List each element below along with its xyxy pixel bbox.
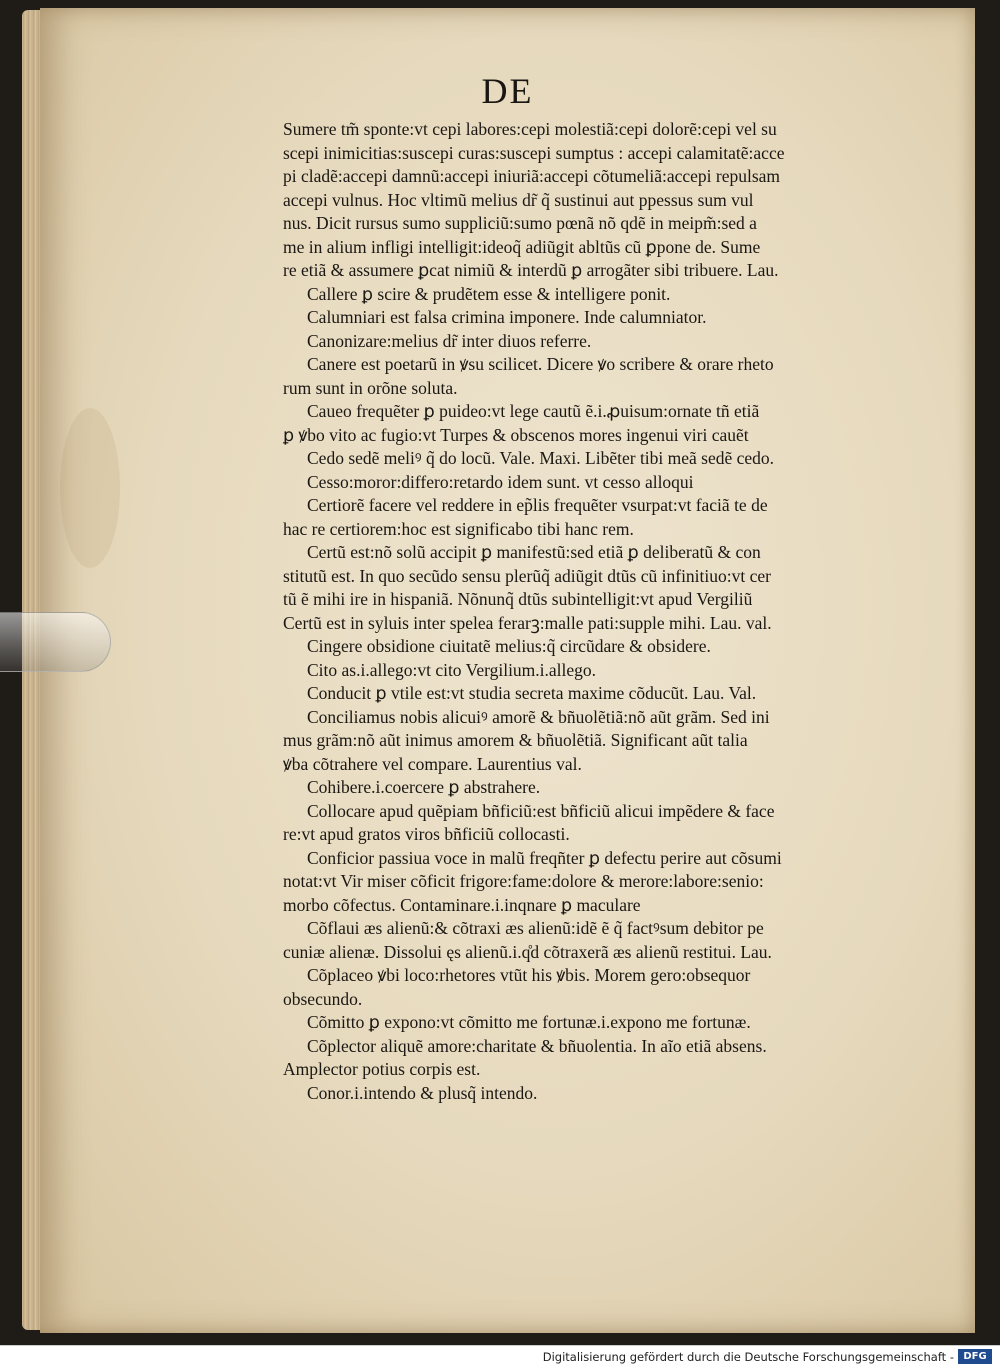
- text-line: tũ ẽ mihi ire in hispaniã. Nõnunq̃ dtũs subintelligit:vt apud Vergiliũ: [283, 589, 753, 609]
- dfg-logo-icon: DFG: [958, 1349, 992, 1364]
- glass-clamp: [0, 612, 111, 672]
- text-line: Certũ est in syluis inter spelea ferarꝫ:malle pati:supple mihi. Lau. val.: [283, 612, 772, 633]
- page-heading: DE: [481, 71, 534, 111]
- text-line: ꝟba cõtrahere vel compare. Laurentius val.: [283, 753, 582, 774]
- text-line: Cõplaceo ꝟbi loco:rhetores vtũt his ꝟbis. Morem gero:obsequor: [307, 965, 751, 985]
- text-block: [283, 118, 933, 1105]
- text-line: Collocare apud quẽpiam bñficiũ:est bñficiũ alicui impẽdere & face: [307, 800, 775, 821]
- text-line: Caueo frequẽter ꝑ puideo:vt lege cautũ ẽ.i.ꝓuisum:ornate tñ etiã: [307, 401, 760, 421]
- text-line: pi cladẽ:accepi damnũ:accepi iniuriã:accepi cõtumeliã:accepi repulsam: [283, 166, 781, 186]
- text-line: Conficior passiua voce in malũ freqñter ꝑ defectu perire aut cõsumi: [307, 847, 782, 868]
- text-line: Sumere tm̃ sponte:vt cepi labores:cepi molestiã:cepi dolorẽ:cepi vel su: [283, 119, 777, 139]
- text-line: hac re certiorem:hoc est significabo tibi hanc rem.: [283, 518, 634, 539]
- text-line: Amplector potius corpis est.: [283, 1059, 481, 1079]
- text-line: Cesso:moror:differo:retardo idem sunt. vt cesso alloqui: [307, 471, 694, 492]
- text-line: nus. Dicit rursus sumo suppliciũ:sumo pœnã nõ qdẽ in meipm̃:sed a: [283, 213, 757, 233]
- text-line: re:vt apud gratos viros bñficiũ collocasti.: [283, 824, 570, 844]
- text-line: Cito as.i.allego:vt cito Vergilium.i.allego.: [307, 659, 597, 680]
- text-line: scepi inimicitias:suscepi curas:suscepi sumptus : accepi calamitatẽ:acce: [283, 142, 785, 163]
- book-page: [40, 8, 975, 1333]
- text-line: accepi vulnus. Hoc vltimũ melius dr̃ q̃ sustinui aut ppessus sum vul: [283, 189, 754, 210]
- text-line: morbo cõfectus. Contaminare.i.inqnare ꝑ maculare: [283, 894, 641, 915]
- text-line: Conciliamus nobis alicuiꝰ amorẽ & bñuolẽtiã:nõ aũt grãm. Sed ini: [307, 706, 770, 727]
- text-line: stitutũ est. In quo secũdo sensu plerũq̃ adiũgit dtũs cũ infinitiuo:vt cer: [283, 565, 771, 586]
- text-line: Cõplector aliquẽ amore:charitate & bñuolentia. In aĩo etiã absens.: [307, 1035, 767, 1056]
- text-line: rum sunt in orõne soluta.: [283, 377, 458, 398]
- text-line: Cõmitto ꝑ expono:vt cõmitto me fortunæ.i.expono me fortunæ.: [307, 1012, 751, 1032]
- text-line: Calumniari est falsa crimina imponere. Inde calumniator.: [307, 307, 707, 327]
- text-line: mus grãm:nõ aũt inimus amorem & bñuolẽtiã. Significant aũt talia: [283, 730, 748, 750]
- text-line: Canere est poetarũ in ꝟsu scilicet. Dicere ꝟo scribere & orare rheto: [307, 354, 774, 374]
- text-line: ꝑ ꝟbo vito ac fugio:vt Turpes & obscenos mores ingenui viri cauẽt: [283, 424, 749, 445]
- text-line: cuniæ alienæ. Dissolui ęs alienũ.i.q̊d cõtraxerã æs alienũ restitui. Lau.: [283, 941, 772, 962]
- text-line: re etiã & assumere ꝑcat nimiũ & interdũ ꝑ arrogãter sibi tribuere. Lau.: [283, 260, 779, 280]
- text-line: Cohibere.i.coercere ꝑ abstrahere.: [307, 777, 541, 797]
- text-line: Certiorẽ facere vel reddere in ep̃lis frequẽter vsurpat:vt faciã te de: [307, 495, 768, 515]
- text-line: Callere ꝑ scire & prudẽtem esse & intelligere ponit.: [307, 283, 671, 304]
- text-line: Cedo sedẽ meliꝰ q̃ do locũ. Vale. Maxi. Libẽter tibi meã sedẽ cedo.: [307, 448, 775, 468]
- text-line: obsecundo.: [283, 988, 363, 1009]
- text-line: Conducit ꝑ vtile est:vt studia secreta maxime cõducũt. Lau. Val.: [307, 683, 757, 703]
- funding-credit: Digitalisierung gefördert durch die Deutsche Forschungsgemeinschaft -: [542, 1350, 954, 1364]
- text-line: notat:vt Vir miser cõficit frigore:fame:dolore & merore:labore:senio:: [283, 871, 764, 891]
- text-line: Cõflaui æs alienũ:& cõtraxi æs alienũ:idẽ ẽ q̃ factꝰsum debitor pe: [307, 918, 764, 938]
- footer-bar: [0, 1345, 1000, 1368]
- text-line: Canonizare:melius dr̃ inter diuos referre.: [307, 330, 592, 351]
- text-line: Certũ est:nõ solũ accipit ꝑ manifestũ:sed etiã ꝑ deliberatũ & con: [307, 542, 761, 562]
- text-line: Conor.i.intendo & plusq̃ intendo.: [307, 1082, 538, 1103]
- paper-stain: [60, 408, 120, 568]
- text-line: me in alium infligi intelligit:ideoq̃ adiũgit abltũs cũ ꝑpone de. Sume: [283, 236, 761, 257]
- text-line: Cingere obsidione ciuitatẽ melius:q̃ circũdare & obsidere.: [307, 636, 711, 656]
